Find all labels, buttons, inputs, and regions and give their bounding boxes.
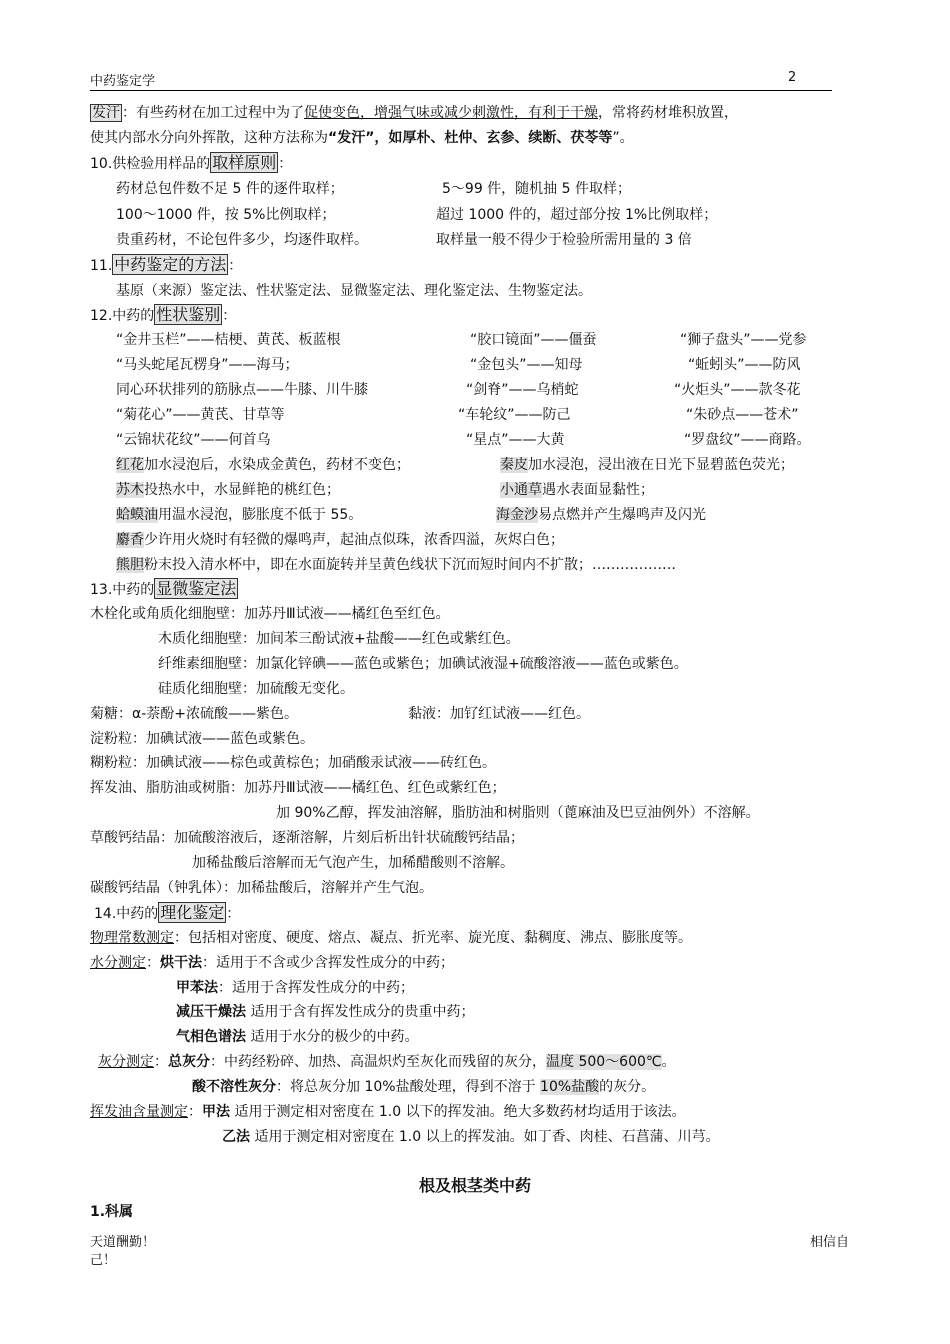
footer-left: 天道酬勤！ 己！ — [90, 1235, 156, 1268]
page-number: 2 — [788, 70, 797, 85]
micro-line: 菊糖：α-萘酚+浓硫酸——紫色。 — [90, 706, 299, 722]
character-item: 同心环状排列的筋脉点——牛膝、川牛膝 — [116, 382, 368, 398]
water-test-sumu: 苏木投热水中，水显鲜艳的桃红色； — [116, 482, 340, 498]
micro-line: 加 90%乙醇，挥发油溶解，脂肪油和树脂则（蓖麻油及巴豆油例外）不溶解。 — [276, 805, 760, 821]
sampling-line-c1: 贵重药材，不论包件多少，均逐件取样。 — [116, 232, 368, 248]
ash-line-1: 灰分测定：总灰分：中药经粉碎、加热、高温炽灼至灰化而残留的灰分，温度 500～600℃。 — [98, 1054, 676, 1070]
micro-line: 加稀盐酸后溶解而无气泡产生，加稀醋酸则不溶解。 — [192, 855, 514, 871]
ash-line-2: 酸不溶性灰分：将总灰分加 10%盐酸处理，得到不溶于 10%盐酸的灰分。 — [192, 1079, 656, 1095]
character-item: “金包头”——知母 — [470, 357, 583, 373]
sampling-line-b2: 超过 1000 件的，超过部分按 1%比例取样； — [436, 207, 718, 223]
identification-methods-term: 中药鉴定的方法 — [114, 255, 227, 274]
section-11-heading: 11. 中药鉴定的方法 ： — [90, 255, 243, 274]
micro-line: 草酸钙结晶：加硫酸溶液后，逐渐溶解，片刻后析出针状硫酸钙结晶； — [90, 830, 524, 846]
character-item: “星点”——大黄 — [466, 432, 565, 448]
sampling-line-c2: 取样量一般不得少于检验所需用量的 3 倍 — [436, 232, 692, 248]
character-item: “菊花心”——黄芪、甘草等 — [116, 407, 285, 423]
moisture-line-3: 减压干燥法 适用于含有挥发性成分的贵重中药； — [176, 1004, 475, 1020]
character-item: “朱砂点——苍术” — [686, 407, 799, 423]
water-test-honghua: 红花加水浸泡后，水染成金黄色，药材不变色； — [116, 457, 410, 473]
sampling-line-b1: 100～1000 件，按 5%比例取样； — [116, 207, 336, 223]
chapter-subtitle: 1.科属 — [90, 1204, 134, 1220]
footer-right: 相信自 — [810, 1235, 850, 1250]
moisture-line-1: 水分测定：烘干法：适用于不含或少含挥发性成分的中药； — [90, 955, 454, 971]
fire-test-shexiang: 麝香少许用火烧时有轻微的爆鸣声，起油点似珠，浓香四溢，灰烬白色； — [116, 532, 564, 548]
fire-test-haijinsha: 海金沙易点燃并产生爆鸣声及闪光 — [496, 507, 706, 523]
character-item: “剑脊”——乌梢蛇 — [466, 382, 579, 398]
sampling-line-a1: 药材总包件数不足 5 件的逐件取样； — [116, 181, 344, 197]
physical-constants-line: 物理常数测定：包括相对密度、硬度、熔点、凝点、折光率、旋光度、黏稠度、沸点、膨胀度等。 — [90, 930, 692, 946]
sampling-line-a2: 5～99 件，随机抽 5 件取样； — [442, 181, 631, 197]
micro-line: 碳酸钙结晶（钟乳体）：加稀盐酸后，溶解并产生气泡。 — [90, 880, 433, 896]
water-test-qinpi: 秦皮加水浸泡，浸出液在日光下显碧蓝色荧光； — [500, 457, 794, 473]
micro-line: 硅质化细胞壁：加硫酸无变化。 — [158, 681, 354, 697]
character-item: “金井玉栏”——桔梗、黄芪、板蓝根 — [116, 332, 341, 348]
micro-line: 木栓化或角质化细胞壁：加苏丹Ⅲ试液——橘红色至红色。 — [90, 606, 450, 622]
methods-list: 基原（来源）鉴定法、性状鉴定法、显微鉴定法、理化鉴定法、生物鉴定法。 — [116, 283, 592, 299]
section-12-heading: 12.中药的 性状鉴别 ： — [90, 305, 237, 324]
character-item: “车轮纹”——防己 — [458, 407, 571, 423]
micro-line: 糊粉粒：加碘试液——棕色或黄棕色；加硝酸汞试液——砖红色。 — [90, 755, 496, 771]
header-title: 中药鉴定学 — [90, 74, 156, 89]
character-item: “狮子盘头”——党参 — [680, 332, 807, 348]
volatile-oil-line-2: 乙法 适用于测定相对密度在 1.0 以上的挥发油。如丁香、肉桂、石菖蒲、川芎。 — [222, 1129, 720, 1145]
character-item: “胶口镜面”——僵蚕 — [470, 332, 597, 348]
microscopic-identification-term: 显微鉴定法 — [156, 579, 237, 598]
page-header — [90, 70, 832, 91]
water-test-hamayou: 蛤蟆油用温水浸泡，膨胀度不低于 55。 — [116, 507, 363, 523]
water-test-xiaotongcao: 小通草遇水表面显黏性； — [500, 482, 654, 498]
volatile-oil-line-1: 挥发油含量测定：甲法 适用于测定相对密度在 1.0 以下的挥发油。绝大多数药材均适用于该法。 — [90, 1104, 686, 1120]
water-test-xiongdan: 熊胆粉末投入清水杯中，即在水面旋转并呈黄色线状下沉而短时间内不扩散；……………… — [116, 557, 676, 573]
faxan-line-1: 发汗 ：有些药材在加工过程中为了促使变色，增强气味或减少刺激性，有利于干燥，常将药材堆积放置， — [92, 105, 738, 121]
section-14-heading: 14.中药的 理化鉴定 ： — [94, 903, 241, 922]
micro-line: 黏液：加钌红试液——红色。 — [408, 706, 590, 722]
section-13-heading: 13.中药的 显微鉴定法 — [90, 579, 237, 598]
micro-line: 挥发油、脂肪油或树脂：加苏丹Ⅲ试液——橘红色、红色或紫红色； — [90, 780, 506, 796]
sampling-principle-term: 取样原则 — [212, 153, 277, 172]
character-item: “罗盘纹”——商路。 — [684, 432, 811, 448]
section-10-heading: 10.供检验用样品的 取样原则 ： — [90, 153, 293, 172]
character-identification-term: 性状鉴别 — [156, 305, 221, 324]
faxan-line-2: 使其内部水分向外挥散，这种方法称为“发汗”，如厚朴、杜仲、玄参、续断、茯苓等”。 — [90, 130, 634, 146]
micro-line: 纤维素细胞壁：加氯化锌碘——蓝色或紫色；加碘试液湿+硫酸溶液——蓝色或紫色。 — [158, 656, 688, 672]
micro-line: 淀粉粒：加碘试液——蓝色或紫色。 — [90, 731, 314, 747]
chapter-title: 根及根茎类中药 — [418, 1176, 531, 1195]
character-item: “云锦状花纹”——何首乌 — [116, 432, 271, 448]
character-item: “马头蛇尾瓦楞身”——海马； — [116, 357, 299, 373]
faxan-term: 发汗 — [92, 105, 120, 121]
character-item: “蚯蚓头”——防风 — [688, 357, 801, 373]
moisture-line-4: 气相色谱法 适用于水分的极少的中药。 — [176, 1029, 419, 1045]
character-item: “火炬头”——款冬花 — [674, 382, 801, 398]
physicochemical-identification-term: 理化鉴定 — [160, 903, 225, 922]
micro-line: 木质化细胞壁：加间苯三酚试液+盐酸——红色或紫红色。 — [158, 631, 520, 647]
moisture-line-2: 甲苯法：适用于含挥发性成分的中药； — [176, 980, 414, 996]
